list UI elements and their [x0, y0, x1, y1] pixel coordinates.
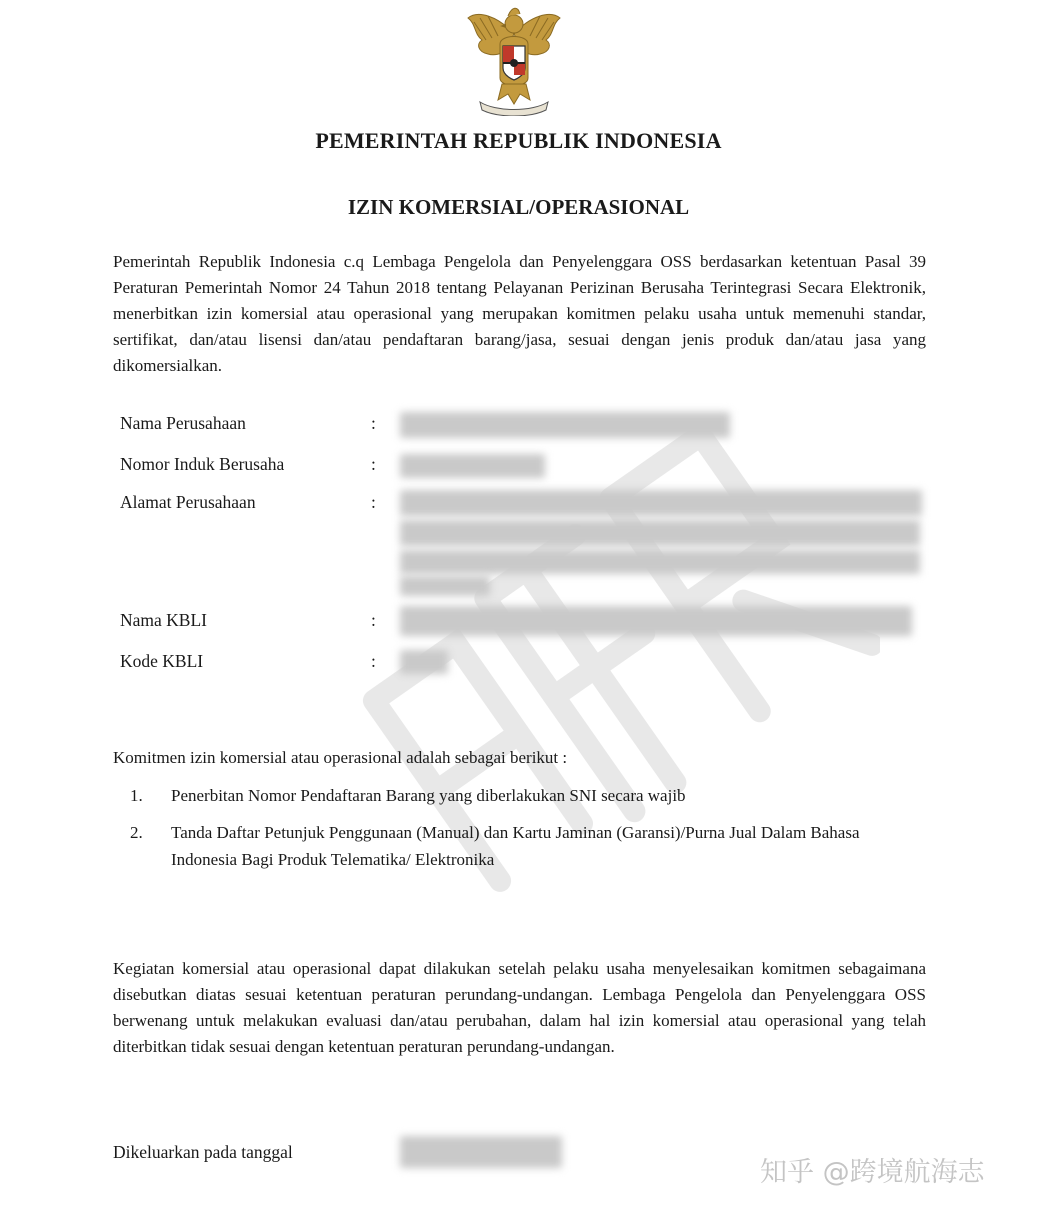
field-label-company-name: Nama Perusahaan [120, 413, 246, 433]
redacted-issued-date [400, 1136, 562, 1168]
commitment-text: Penerbitan Nomor Pendaftaran Barang yang diberlakukan SNI secara wajib [171, 786, 686, 805]
garuda-emblem-icon [462, 4, 566, 116]
intro-paragraph: Pemerintah Republik Indonesia c.q Lembaga Pengelola dan Penyelenggara OSS berdasarkan ketentuan Pasal 39 Peraturan Pemerintah Nomor 24 Tahun 2018 tentang Pelayanan Perizinan Berusaha Terintegrasi Secara Elektronik, menerbitkan izin komersial atau operasional yang merupakan komitmen pelaku usaha untuk memenuhi standar, sertifikat, dan/atau lisensi dan/atau pendaftaran barang/jasa, sesuai dengan jenis produk dan/atau jasa yang dikomersialkan. [113, 252, 926, 375]
redacted-address-line [400, 520, 920, 546]
government-title: PEMERINTAH REPUBLIK INDONESIA [315, 128, 722, 153]
commitment-text: Tanda Daftar Petunjuk Penggunaan (Manual) dan Kartu Jaminan (Garansi)/Purna Jual Dalam Bahasa Indonesia Bagi Produk Telematika/ Elektronika [171, 823, 860, 869]
issued-date-label: Dikeluarkan pada tanggal [113, 1142, 293, 1162]
commitment-intro: Komitmen izin komersial atau operasional adalah sebagai berikut : [113, 748, 568, 767]
commitment-number: 1. [130, 786, 143, 805]
redacted-address-line [400, 550, 920, 574]
field-colon: : [371, 492, 376, 512]
field-colon: : [371, 454, 376, 474]
field-colon: : [371, 651, 376, 671]
redacted-address-line [400, 576, 490, 596]
redacted-company-name [400, 412, 730, 438]
redacted-kbli-name [400, 606, 912, 636]
redacted-address-line [400, 490, 922, 516]
redacted-business-id [400, 454, 545, 478]
field-label-kbli-code: Kode KBLI [120, 651, 204, 671]
redacted-kbli-code [400, 650, 448, 674]
document-title: IZIN KOMERSIAL/OPERASIONAL [347, 195, 690, 219]
field-label-kbli-name: Nama KBLI [120, 610, 207, 630]
field-label-company-address: Alamat Perusahaan [120, 492, 256, 512]
commitment-number: 2. [130, 823, 143, 842]
field-colon: : [371, 413, 376, 433]
field-colon: : [371, 610, 376, 630]
closing-paragraph: Kegiatan komersial atau operasional dapat dilakukan setelah pelaku usaha menyelesaikan komitmen sebagaimana disebutkan diatas sesuai ketentuan peraturan perundang-undangan. Lembaga Pengelola dan Penyelenggara OSS berwenang untuk melakukan evaluasi dan/atau perubahan, dalam hal izin komersial atau operasional yang telah diterbitkan tidak sesuai dengan ketentuan peraturan perundang-undangan. [113, 959, 926, 1056]
source-watermark: 知乎 @跨境航海志 [760, 1157, 985, 1188]
field-label-business-id: Nomor Induk Berusaha [120, 454, 285, 474]
